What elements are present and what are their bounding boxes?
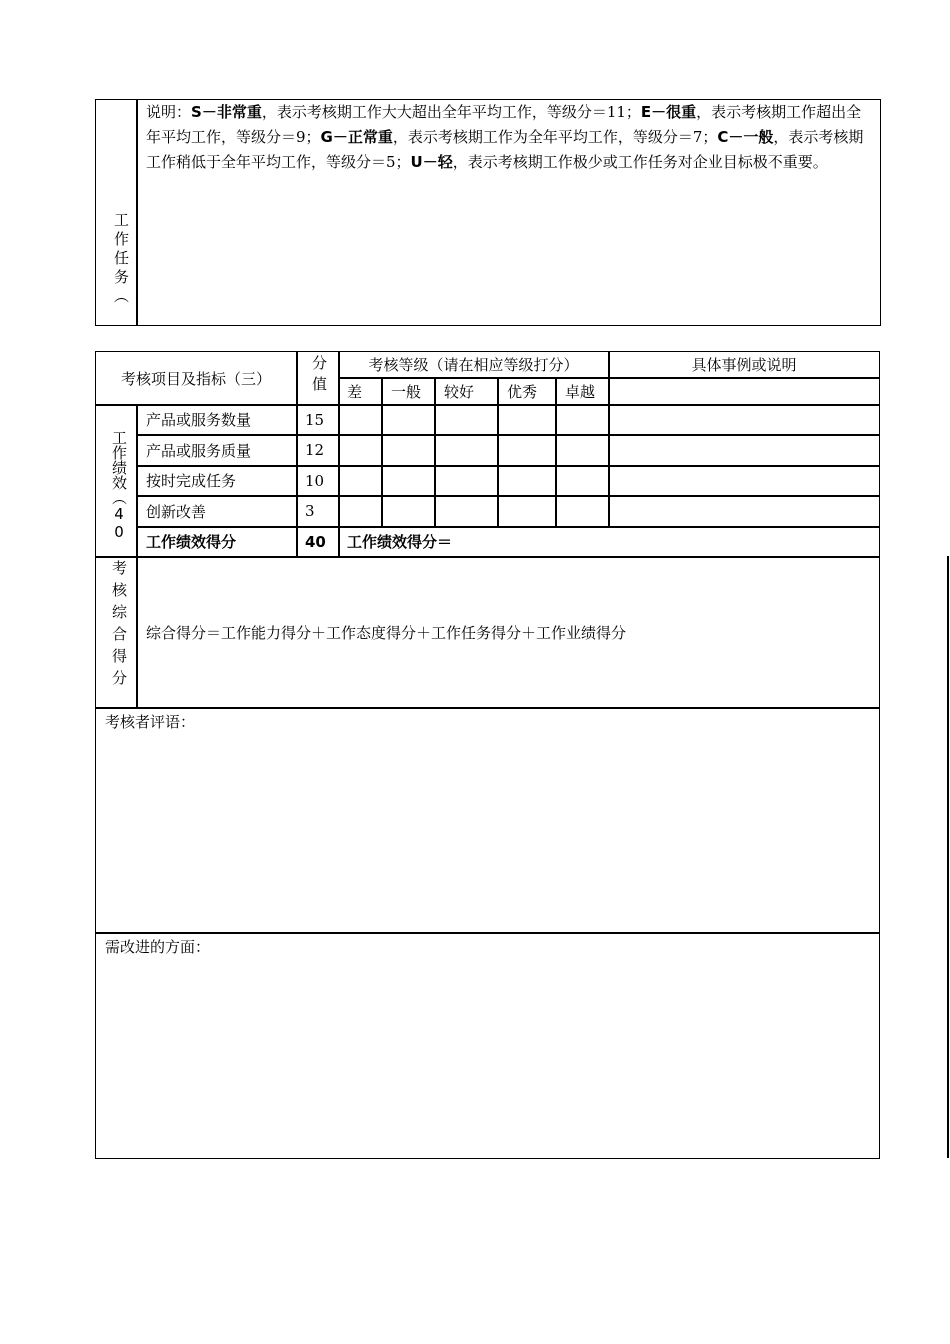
grade-g-label: G－正常重 (320, 128, 393, 146)
grade-s-text: ，表示考核期工作大大超出全年平均工作，等级分＝11； (261, 103, 641, 121)
grade-s-label: S－非常重 (191, 103, 262, 121)
task-side-label: 工作任务（ (112, 212, 130, 307)
grade-header-poor: 差 (347, 382, 363, 401)
summary-label: 考核综合得分 (110, 560, 128, 692)
row-score: 12 (305, 441, 325, 459)
total-result: 工作绩效得分＝ (347, 533, 453, 551)
grade-header-outstanding: 卓越 (565, 382, 596, 401)
row-name: 产品或服务质量 (146, 441, 252, 460)
total-label: 工作绩效得分 (146, 533, 237, 551)
row-score: 3 (305, 502, 315, 520)
grade-note (146, 100, 874, 175)
header-grade: 考核等级（请在相应等级打分） (368, 356, 579, 374)
grade-c-label: C－一般 (717, 128, 774, 146)
grade-c-text: ，表示考核期工作稍低于全年平均工作，等级分＝5； (146, 128, 864, 171)
grade-u-label: U－轻 (410, 153, 453, 171)
header-detail: 具体事例或说明 (691, 356, 797, 374)
header-item: 考核项目及指标（三） (120, 369, 271, 388)
improvement-label: 需改进的方面： (105, 938, 211, 956)
grade-g-text: ，表示考核期工作为全年平均工作，等级分＝7； (392, 128, 718, 146)
reviewer-comments-label: 考核者评语： (105, 713, 196, 731)
grade-header-average: 一般 (391, 382, 422, 401)
grade-e-label: E－很重 (640, 103, 697, 121)
note-prefix: 说明： (146, 103, 192, 121)
grade-e-text: ，表示考核期工作超出全年平均工作，等级分＝9； (146, 103, 862, 146)
header-score: 分值 (310, 355, 328, 397)
grade-header-good: 较好 (444, 382, 475, 401)
total-score: 40 (305, 532, 326, 551)
grade-u-text: ，表示考核期工作极少或工作任务对企业目标极不重要。 (452, 153, 828, 171)
row-score: 15 (305, 410, 325, 429)
grade-header-excellent: 优秀 (507, 382, 538, 401)
group-label: 工作绩效（40 (110, 430, 128, 541)
row-name: 按时完成任务 (146, 472, 237, 490)
row-name: 产品或服务数量 (146, 411, 252, 429)
row-name: 创新改善 (146, 502, 207, 521)
margin-rule (947, 556, 949, 1158)
summary-formula: 综合得分＝工作能力得分＋工作态度得分＋工作任务得分＋工作业绩得分 (146, 623, 627, 642)
row-score: 10 (305, 471, 325, 490)
